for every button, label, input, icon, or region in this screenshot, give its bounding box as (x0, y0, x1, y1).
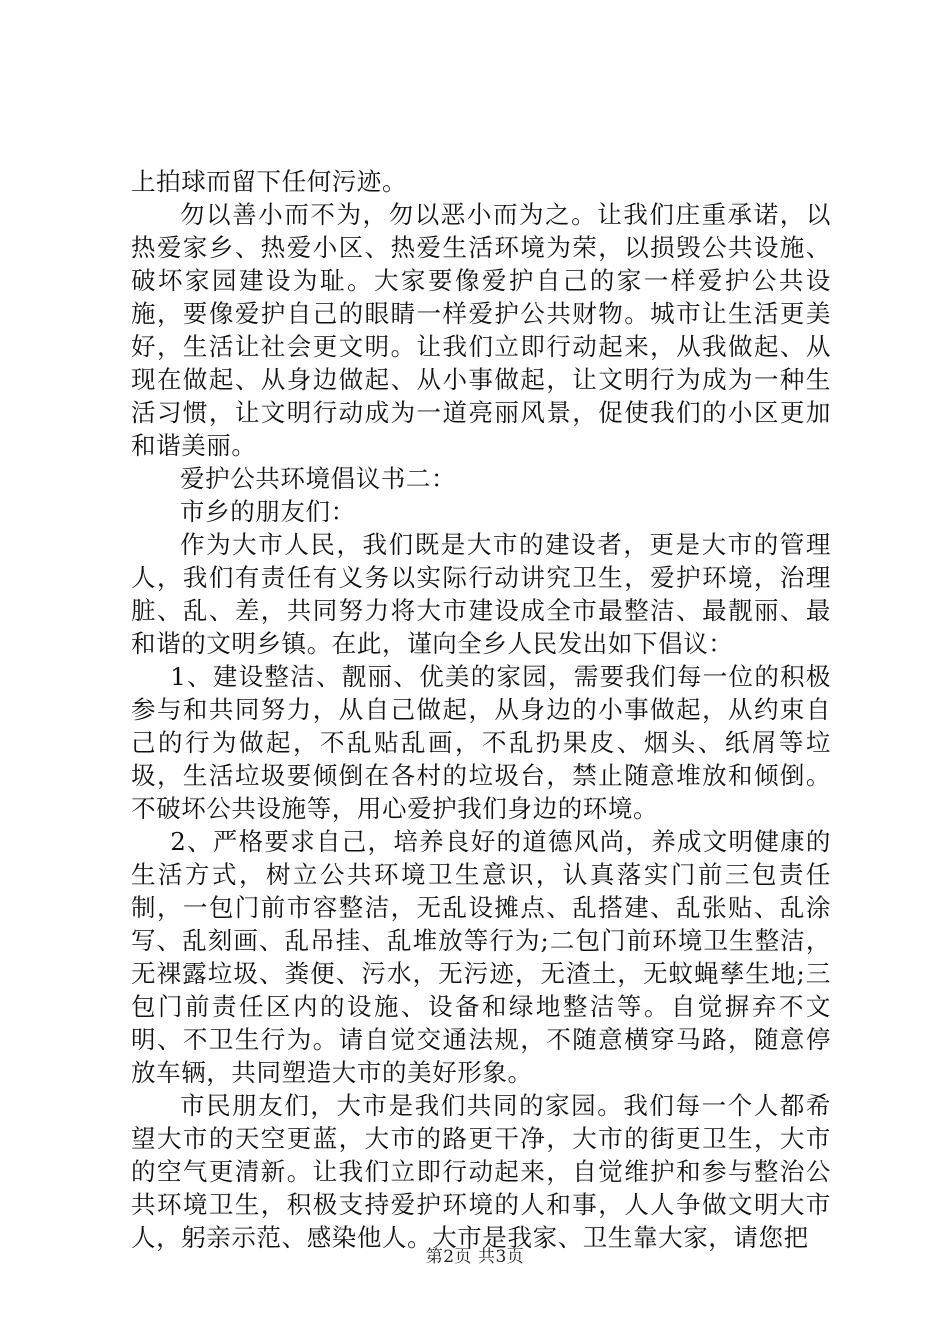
paragraph-item-2: 2、严格要求自己，培养良好的道德风尚，养成文明健康的生活方式，树立公共环境卫生意识，认真落实门前三包责任制，一包门前市容整洁，无乱设摊点、乱搭建、乱张贴、乱涂写、乱刻画、乱吊挂、乱堆放等行为;二包门前环境卫生整洁，无裸露垃圾、粪便、污水，无污迹，无渣土，无蚊蝇孳生地;三包门前责任区内的设施、设备和绿地整洁等。自觉摒弃不文明、不卫生行为。请自觉交通法规，不随意横穿马路，随意停放车辆，共同塑造大市的美好形象。 (131, 827, 831, 1087)
section-heading-proposal-two: 爱护公共环境倡议书二： (180, 464, 457, 493)
page-number-footer: 第2页 共3页 (425, 1247, 525, 1267)
paragraph-closing: 市民朋友们，大市是我们共同的家园。我们每一个人都希望大市的天空更蓝，大市的路更干净，大市的街更卫生，大市的空气更清新。让我们立即行动起来，自觉维护和参与整治公共环境卫生，积极支持爱护环境的人和事，人人争做文明大市人，躬亲示范、感染他人。大市是我家、卫生靠大家，请您把 (131, 1091, 831, 1252)
paragraph-pledge: 勿以善小而不为，勿以恶小而为之。让我们庄重承诺，以热爱家乡、热爱小区、热爱生活环境为荣，以损毁公共设施、破坏家园建设为耻。大家要像爱护自己的家一样爱护公共设施，要像爱护自己的眼睛一样爱护公共财物。城市让生活更美好，生活让社会更文明。让我们立即行动起来，从我做起、从现在做起、从身边做起、从小事做起，让文明行为成为一种生活习惯，让文明行动成为一道亮丽风景，促使我们的小区更加和谐美丽。 (131, 200, 831, 460)
salutation: 市乡的朋友们： (180, 497, 356, 526)
paragraph-continuation: 上拍球而留下任何污迹。 (131, 167, 408, 196)
paragraph-item-1: 1、建设整洁、靓丽、优美的家园，需要我们每一位的积极参与和共同努力，从自己做起，从身边的小事做起，从约束自己的行为做起，不乱贴乱画，不乱扔果皮、烟头、纸屑等垃圾，生活垃圾要倾倒在各村的垃圾台，禁止随意堆放和倾倒。不破坏公共设施等，用心爱护我们身边的环境。 (131, 662, 831, 823)
document-body (131, 165, 831, 1254)
paragraph-intro: 作为大市人民，我们既是大市的建设者，更是大市的管理人，我们有责任有义务以实际行动讲究卫生，爱护环境，治理脏、乱、差，共同努力将大市建设成全市最整洁、最靓丽、最和谐的文明乡镇。在此，谨向全乡人民发出如下倡议： (131, 530, 831, 658)
